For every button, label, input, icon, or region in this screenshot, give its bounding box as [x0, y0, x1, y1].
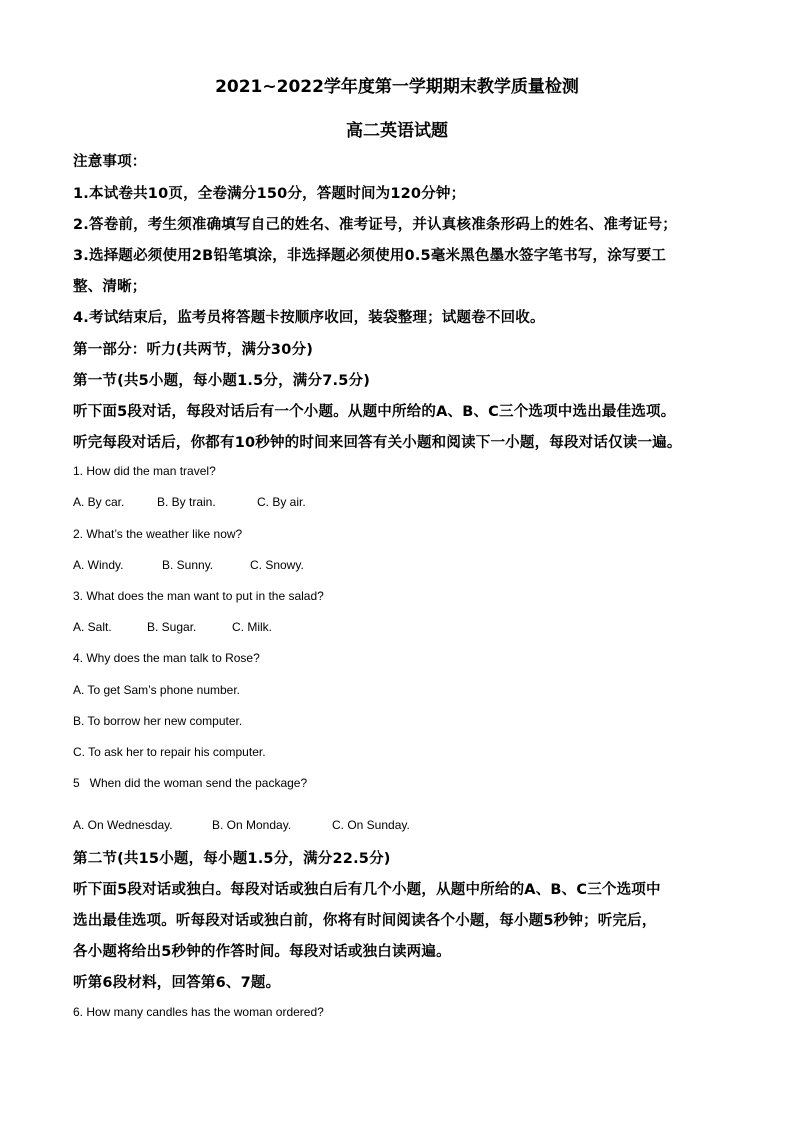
question-4-option-c: C. To ask her to repair his computer.	[73, 745, 266, 759]
option: A. By car.	[73, 495, 125, 509]
material-6-heading: 听第6段材料，回答第6、7题。	[73, 975, 281, 991]
part1-heading: 第一部分：听力(共两节，满分30分)	[73, 342, 314, 358]
section2-instruction-2: 选出最佳选项。听每段对话或独白前，你将有时间阅读各个小题，每小题5秒钟；听完后，	[73, 913, 657, 929]
option: B. Sugar.	[147, 620, 197, 634]
question-4-option-a: A. To get Sam’s phone number.	[73, 683, 240, 697]
question-3-options	[73, 620, 272, 634]
option: A. On Wednesday.	[73, 818, 173, 832]
exam-title: 2021~2022学年度第一学期期末教学质量检测	[215, 77, 579, 97]
notice-item-3-cont: 整、清晰；	[73, 279, 147, 295]
section1-instruction-1: 听下面5段对话，每段对话后有一个小题。从题中所给的A、B、C三个选项中选出最佳选项。	[73, 404, 676, 420]
option: C. Snowy.	[250, 558, 304, 572]
question-4: 4. Why does the man talk to Rose?	[73, 651, 260, 665]
section2-heading: 第二节(共15小题，每小题1.5分，满分22.5分)	[73, 851, 391, 867]
question-5: 5 When did the woman send the package?	[73, 776, 308, 790]
question-3: 3. What does the man want to put in the salad?	[73, 589, 324, 603]
section1-heading: 第一节(共5小题，每小题1.5分，满分7.5分)	[73, 373, 371, 389]
notice-item-3: 3.选择题必须使用2B铅笔填涂，非选择题必须使用0.5毫米黑色墨水签字笔书写，涂写要工	[73, 248, 667, 264]
option: B. On Monday.	[212, 818, 292, 832]
question-1: 1. How did the man travel?	[73, 464, 216, 478]
notice-item-2: 2.答卷前，考生须准确填写自己的姓名、准考证号，并认真核准条形码上的姓名、准考证号；	[73, 217, 677, 233]
option: A. Windy.	[73, 558, 124, 572]
question-2: 2. What’s the weather like now?	[73, 527, 243, 541]
notice-item-4: 4.考试结束后，监考员将答题卡按顺序收回，装袋整理；试题卷不回收。	[73, 310, 545, 326]
option: C. On Sunday.	[332, 818, 410, 832]
option: C. By air.	[257, 495, 306, 509]
option: C. Milk.	[232, 620, 272, 634]
question-5-options	[73, 818, 410, 832]
question-4-option-b: B. To borrow her new computer.	[73, 714, 243, 728]
question-6: 6. How many candles has the woman ordered?	[73, 1005, 324, 1019]
section2-instruction-1: 听下面5段对话或独白。每段对话或独白后有几个小题，从题中所给的A、B、C三个选项中	[73, 882, 661, 898]
exam-subtitle: 高二英语试题	[346, 121, 448, 141]
section2-instruction-3: 各小题将给出5秒钟的作答时间。每段对话或独白读两遍。	[73, 944, 451, 960]
section1-instruction-2: 听完每段对话后，你都有10秒钟的时间来回答有关小题和阅读下一小题，每段对话仅读一遍。	[73, 435, 682, 451]
notice-heading: 注意事项：	[73, 154, 147, 170]
option: B. By train.	[157, 495, 216, 509]
notice-item-1: 1.本试卷共10页，全卷满分150分，答题时间为120分钟；	[73, 186, 466, 202]
question-2-options	[73, 558, 304, 572]
option: A. Salt.	[73, 620, 112, 634]
question-1-options	[73, 495, 306, 509]
option: B. Sunny.	[162, 558, 214, 572]
